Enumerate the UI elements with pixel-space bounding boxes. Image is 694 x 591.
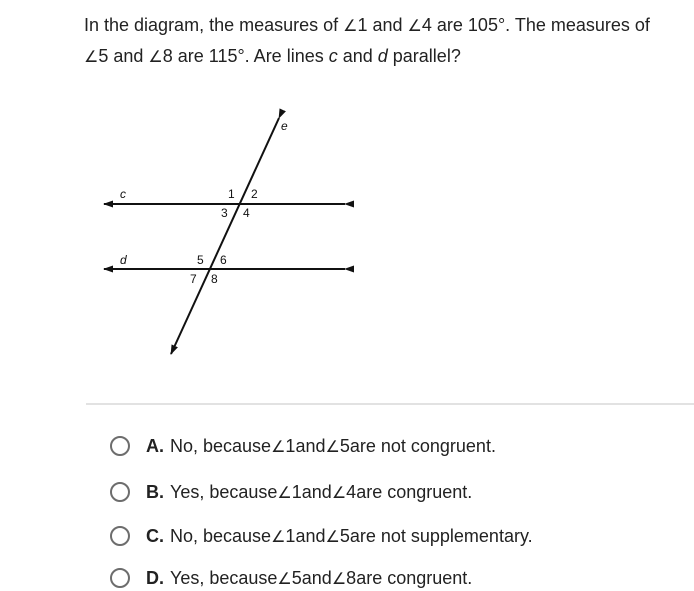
option-text: No, because <box>170 525 272 546</box>
option-text: Yes, because <box>170 567 278 588</box>
angle-label-2: 2 <box>251 187 258 201</box>
line-c-label: c <box>120 187 126 201</box>
angle-number: 4 <box>346 481 357 502</box>
radio-icon[interactable] <box>110 568 130 588</box>
option-text: and <box>301 567 332 588</box>
option-letter: D. <box>146 567 164 588</box>
angle-symbol: ∠ <box>407 16 422 35</box>
option-text: and <box>295 525 326 546</box>
option-letter: C. <box>146 525 164 546</box>
angle-label-1: 1 <box>228 187 235 201</box>
question-fragment: parallel? <box>387 46 461 66</box>
question-fragment: are 105°. The measures of <box>431 15 650 35</box>
angle-label-7: 7 <box>190 272 197 286</box>
angle-number: 1 <box>291 481 302 502</box>
option-text: Yes, because <box>170 481 278 502</box>
radio-icon[interactable] <box>110 526 130 546</box>
question-fragment: and <box>337 46 378 66</box>
transversal-line-e <box>171 118 279 354</box>
angle-label-4: 4 <box>243 206 250 220</box>
option-letter: A. <box>146 435 164 456</box>
option-b[interactable] <box>110 479 472 505</box>
angle-symbol: ∠ <box>331 482 347 502</box>
angle-number: 1 <box>285 525 296 546</box>
angle-number: 1 <box>357 15 368 35</box>
option-text: are congruent. <box>356 481 473 502</box>
angle-number: 4 <box>421 15 432 35</box>
question-fragment: are 115°. Are lines <box>172 46 329 66</box>
angle-number: 5 <box>339 435 350 456</box>
angle-symbol: ∠ <box>148 47 163 66</box>
option-c[interactable] <box>110 523 533 549</box>
radio-icon[interactable] <box>110 436 130 456</box>
option-letter: B. <box>146 481 164 502</box>
angle-label-5: 5 <box>197 253 204 267</box>
line-d-variable: d <box>377 46 388 66</box>
angle-number: 1 <box>285 435 296 456</box>
angle-symbol: ∠ <box>277 482 292 502</box>
angle-number: 5 <box>339 525 350 546</box>
option-text: and <box>301 481 332 502</box>
line-d-label: d <box>120 253 127 267</box>
option-text: and <box>295 435 326 456</box>
transversal-label: e <box>281 119 288 133</box>
option-text: are not congruent. <box>349 435 496 456</box>
angle-symbol: ∠ <box>325 436 340 456</box>
angle-number: 8 <box>162 46 173 66</box>
angle-number: 5 <box>98 46 109 66</box>
line-c-variable: c <box>328 46 338 66</box>
angle-label-6: 6 <box>220 253 227 267</box>
angle-number: 8 <box>346 567 357 588</box>
option-text: are not supplementary. <box>349 525 533 546</box>
question-fragment: and <box>108 46 149 66</box>
question-fragment: and <box>367 15 408 35</box>
angle-symbol: ∠ <box>271 436 286 456</box>
radio-icon[interactable] <box>110 482 130 502</box>
angle-label-3: 3 <box>221 206 228 220</box>
angle-symbol: ∠ <box>277 568 292 588</box>
angle-symbol: ∠ <box>331 568 347 588</box>
angle-symbol: ∠ <box>325 526 340 546</box>
option-a[interactable] <box>110 433 496 459</box>
option-d[interactable] <box>110 565 472 591</box>
angle-number: 5 <box>291 567 302 588</box>
angle-symbol: ∠ <box>271 526 286 546</box>
angle-symbol: ∠ <box>343 16 358 35</box>
question-fragment: In the diagram, the measures of <box>84 15 344 35</box>
divider <box>86 403 694 405</box>
angle-symbol: ∠ <box>84 47 99 66</box>
angle-label-8: 8 <box>211 272 218 286</box>
option-text: are congruent. <box>356 567 473 588</box>
option-text: No, because <box>170 435 272 456</box>
